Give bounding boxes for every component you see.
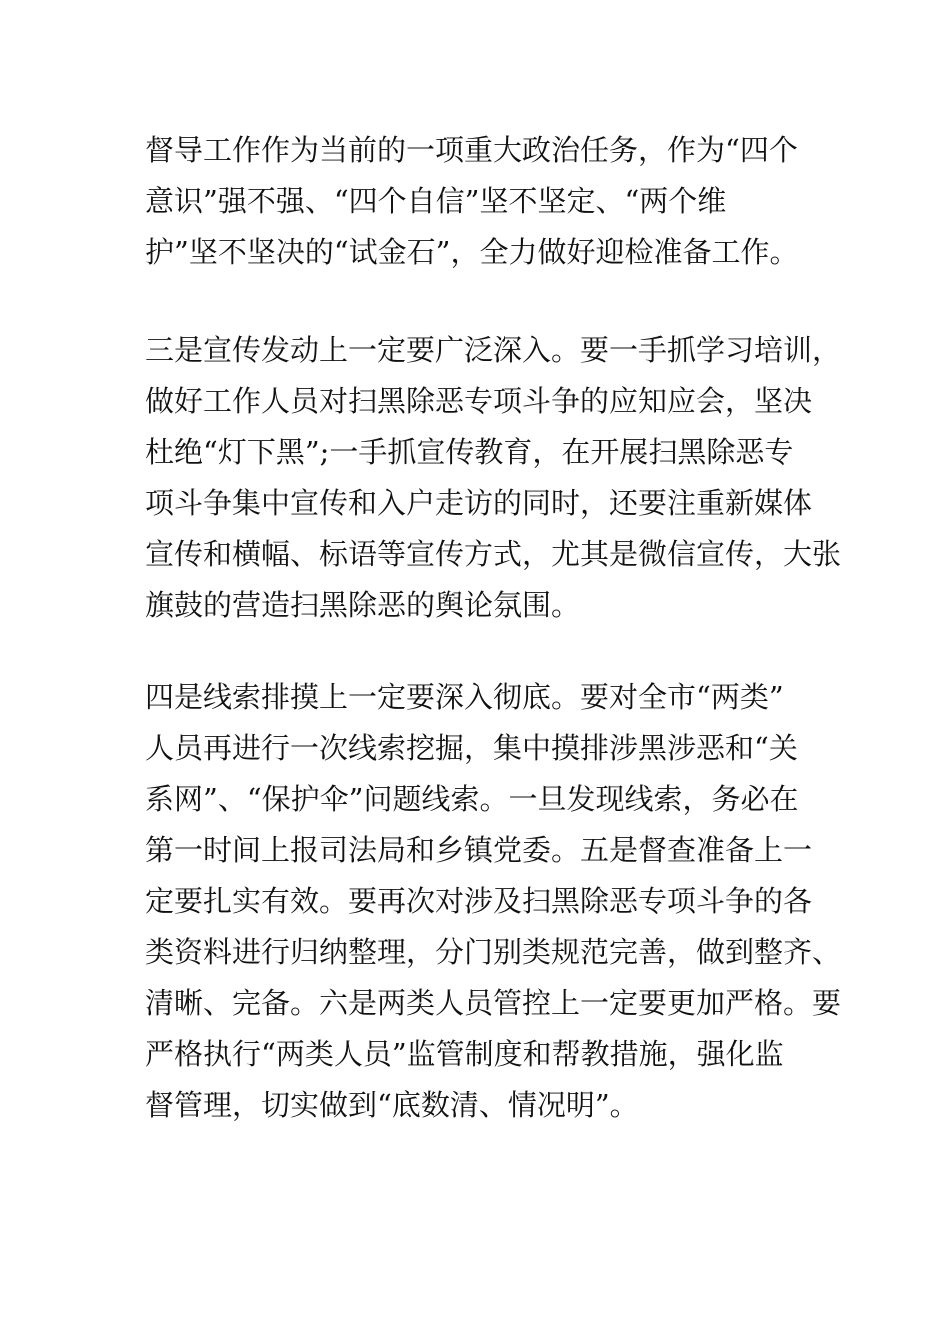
text-line: 四是线索排摸上一定要深入彻底。要对全市“两类”	[145, 680, 784, 714]
text-line: 宣传和横幅、标语等宣传方式，尤其是微信宣传，大张	[145, 537, 842, 571]
text-line: 人员再进行一次线索挖掘，集中摸排涉黑涉恶和“关	[145, 731, 798, 765]
text-line: 做好工作人员对扫黑除恶专项斗争的应知应会，坚决	[145, 384, 813, 418]
text-line: 旗鼓的营造扫黑除恶的舆论氛围。	[145, 588, 581, 622]
paragraph-3	[145, 672, 845, 1131]
paragraph-2	[145, 325, 845, 631]
paragraph-1	[145, 125, 845, 278]
text-line: 清晰、完备。六是两类人员管控上一定要更加严格。要	[145, 986, 842, 1020]
text-line: 定要扎实有效。要再次对涉及扫黑除恶专项斗争的各	[145, 884, 813, 918]
text-line: 严格执行“两类人员”监管制度和帮教措施，强化监	[145, 1037, 784, 1071]
text-line: 意识”强不强、“四个自信”坚不坚定、“两个维	[145, 184, 727, 218]
text-line: 类资料进行归纳整理，分门别类规范完善，做到整齐、	[145, 935, 842, 969]
text-line: 督导工作作为当前的一项重大政治任务，作为“四个	[145, 133, 798, 167]
text-line: 三是宣传发动上一定要广泛深入。要一手抓学习培训，	[145, 333, 842, 367]
text-line: 督管理，切实做到“底数清、情况明”。	[145, 1088, 639, 1122]
text-line: 杜绝“灯下黑”;一手抓宣传教育，在开展扫黑除恶专	[145, 435, 794, 469]
text-line: 项斗争集中宣传和入户走访的同时，还要注重新媒体	[145, 486, 813, 520]
text-line: 护”坚不坚决的“试金石”，全力做好迎检准备工作。	[145, 235, 799, 269]
text-line: 系网”、“保护伞”问题线索。一旦发现线索，务必在	[145, 782, 799, 816]
text-line: 第一时间上报司法局和乡镇党委。五是督查准备上一	[145, 833, 813, 867]
